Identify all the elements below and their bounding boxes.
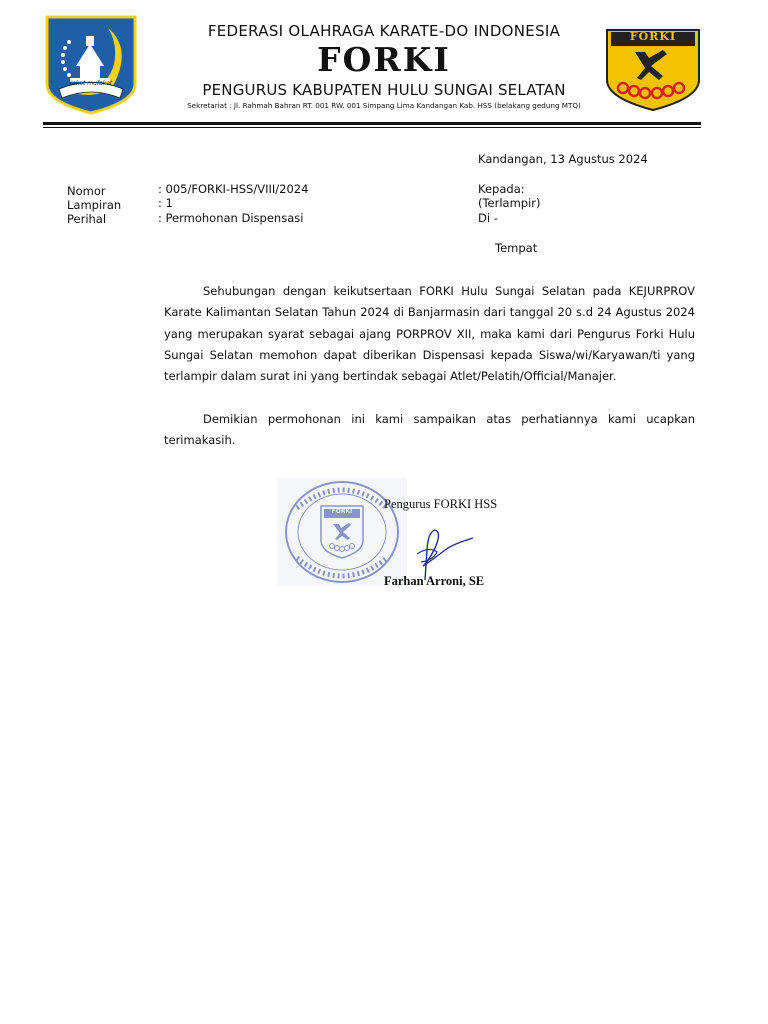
lampiran-value: : 1 <box>158 196 173 210</box>
forki-logo-label: FORKI <box>629 30 677 43</box>
signatory-title: Pengurus FORKI HSS <box>384 497 498 511</box>
emblem-motto: rakat mufakat <box>69 80 113 87</box>
nomor-value: : 005/FORKI-HSS/VIII/2024 <box>158 182 309 196</box>
body-paragraph-1: Sehubungan dengan keikutsertaan FORKI Hulu Sungai Selatan pada KEJURPROV Karate Kalimantan Selatan Tahun 2024 di Banjarmasin dari tanggal 20 s.d 24 Agustus 2024 yang merupakan syarat sebagai ajang PORPROV XII, maka kami dari Pengurus Forki Hulu Sungai Selatan memohon dapat diberikan Dispensasi kepada Siswa/wi/Karyawan/ti yang terlampir dalam surat ini yang bertindak sebagai Atlet/Pelatih/Official/Manajer. <box>164 284 695 384</box>
letter-date: Kandangan, 13 Agustus 2024 <box>478 152 648 166</box>
body-paragraph-2: Demikian permohonan ini kami sampaikan atas perhatiannya kami ucapkan terimakasih. <box>164 412 695 448</box>
org-full-name: FEDERASI OLAHRAGA KARATE-DO INDONESIA <box>207 22 561 40</box>
nomor-label: Nomor <box>67 184 106 198</box>
perihal-value: : Permohonan Dispensasi <box>158 211 304 225</box>
recipient-di: Di - <box>478 211 498 225</box>
signatory-name: Farhan Arroni, SE <box>384 574 485 588</box>
recipient-heading: Kepada: <box>478 182 525 196</box>
letterhead-divider-thick <box>43 122 701 125</box>
lampiran-label: Lampiran <box>67 198 122 212</box>
letterhead-divider-thin <box>43 127 701 128</box>
secretariat-address: Sekretariat : Jl. Rahmah Bahran RT. 001 RW. 001 Simpang Lima Kandangan Kab. HSS (belakang gedung MTQ) <box>187 101 581 110</box>
recipient-name: (Terlampir) <box>478 196 541 210</box>
org-branch-name: PENGURUS KABUPATEN HULU SUNGAI SELATAN <box>202 81 566 99</box>
organization-stamp <box>277 478 407 586</box>
recipient-place: Tempat <box>495 241 538 255</box>
org-abbreviation: FORKI <box>317 40 451 79</box>
perihal-label: Perihal <box>67 212 107 226</box>
stamp-label: FORKI <box>331 508 353 515</box>
